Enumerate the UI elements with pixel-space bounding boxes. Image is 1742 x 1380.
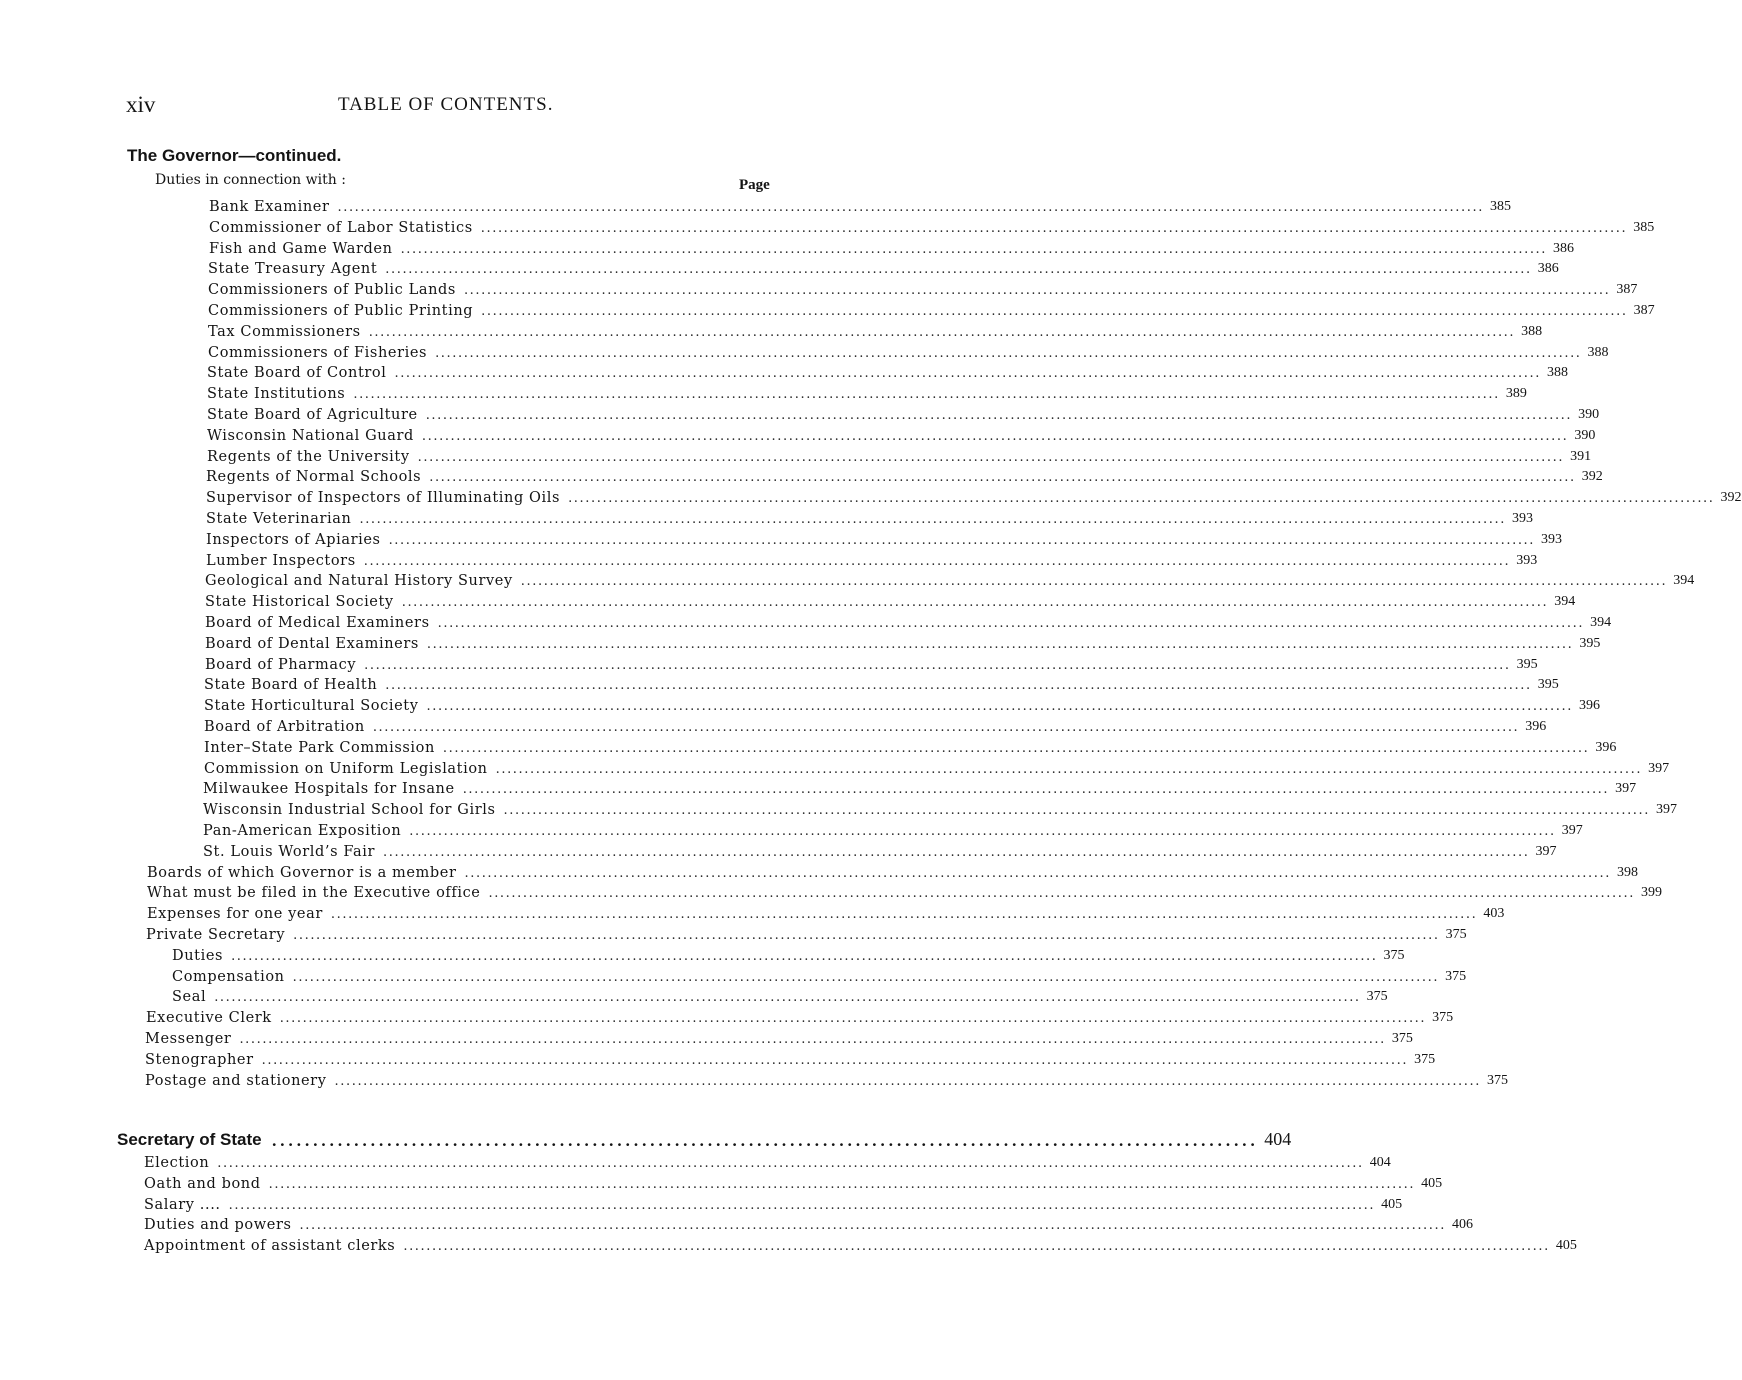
toc-entry: [205, 633, 1601, 653]
entry-label: Regents of the University: [207, 449, 410, 465]
entry-page-number: 398: [1616, 865, 1638, 880]
entry-page-number: 375: [1414, 1052, 1436, 1067]
dot-leader: ........................................................................................................................................................................................................: [463, 283, 1611, 298]
entry-label: Regents of Normal Schools: [206, 469, 422, 485]
toc-entry: [146, 924, 1467, 944]
toc-entry: [204, 695, 1600, 715]
dot-leader: ........................................................................................................................................................................................................: [279, 1011, 1427, 1026]
entry-page-number: 395: [1579, 636, 1601, 651]
entry-label: Expenses for one year: [147, 906, 323, 922]
dot-leader: ........................................................................................................................................................................................................: [495, 762, 1643, 777]
dot-leader: ........................................................................................................................................................................................................: [426, 637, 1574, 652]
dot-leader: ........................................................................................................................................................................................................: [261, 1053, 1409, 1068]
toc-entry: [206, 508, 1533, 528]
entry-page-number: 393: [1511, 511, 1533, 526]
entry-page-number: 385: [1633, 220, 1655, 235]
entry-page-number: 375: [1486, 1073, 1508, 1088]
entry-label: Milwaukee Hospitals for Insane: [203, 781, 455, 797]
entry-page-number: 397: [1615, 781, 1637, 796]
entry-page-number: 399: [1640, 885, 1662, 900]
dot-leader: ........................................................................................................................................................................................................: [417, 450, 1565, 465]
toc-entry: [144, 1214, 1473, 1234]
entry-label: Seal: [172, 989, 207, 1005]
entry-label: Commission on Uniform Legislation: [204, 761, 488, 777]
dot-leader: ........................................................................................................................................................................................................: [568, 491, 1715, 506]
entry-label: Inter–State Park Commission: [204, 740, 435, 756]
entry-page-number: 405: [1381, 1197, 1403, 1212]
entry-page-number: 394: [1673, 573, 1695, 588]
toc-entry: [203, 778, 1637, 798]
entry-label: Board of Arbitration: [204, 719, 365, 735]
toc-entry: [208, 279, 1638, 299]
dot-leader: ........................................................................................................................................................................................................: [293, 928, 1440, 943]
dot-leader: ........................................................................................................................................................................................................: [435, 346, 1582, 361]
entry-page-number: 396: [1595, 740, 1617, 755]
entry-label: Board of Dental Examiners: [205, 636, 419, 652]
page-header: [0, 92, 862, 122]
entry-label: Board of Medical Examiners: [205, 615, 430, 631]
dot-leader: ........................................................................................................................................................................................................: [401, 595, 1549, 610]
entry-page-number: 395: [1537, 677, 1559, 692]
entry-page-number: 394: [1590, 615, 1612, 630]
entry-page-number: 405: [1555, 1238, 1577, 1253]
dot-leader: ........................................................................................................................................................................................................: [464, 866, 1611, 881]
toc-entry: [207, 446, 1592, 466]
dot-leader: ........................................................................................................................................................................................................: [337, 200, 1484, 215]
entry-page-number: 387: [1633, 303, 1655, 318]
entry-page-number: 392: [1720, 490, 1742, 505]
entry-label: Wisconsin National Guard: [207, 428, 414, 444]
entry-label: State Institutions: [207, 386, 346, 402]
toc-entry: [208, 342, 1609, 362]
dot-leader: ........................................................................................................................................................................................................: [330, 907, 1478, 922]
entry-label: Fish and Game Warden: [209, 241, 393, 257]
dot-leader: ........................................................................................................................................................................................................: [480, 221, 1628, 236]
dot-leader: ........................................................................................................................................................................................................: [385, 262, 1532, 277]
toc-entry: [204, 674, 1559, 694]
toc-entry: [206, 529, 1563, 549]
dot-leader: ........................................................................................................................................................................................................: [372, 720, 1520, 735]
toc-entry: [205, 654, 1538, 674]
entry-label: What must be filed in the Executive office: [147, 885, 481, 901]
entry-page-number: 391: [1570, 449, 1592, 464]
dot-leader: ........................................................................................................................................................................................................: [353, 387, 1500, 402]
entry-label: St. Louis World’s Fair: [203, 844, 376, 860]
entry-label: Oath and bond: [144, 1176, 261, 1192]
entry-label: State Board of Health: [204, 677, 378, 693]
entry-page-number: 396: [1578, 698, 1600, 713]
dot-leader: ........................................................................................................................................................................................................: [426, 699, 1573, 714]
dot-leader: ........................................................................................................................................................................................................: [442, 741, 1590, 756]
entry-label: Private Secretary: [146, 927, 286, 943]
toc-entry: [208, 321, 1543, 341]
entry-page-number: 397: [1535, 844, 1557, 859]
page-column-label: Page: [739, 177, 770, 193]
entry-label: Commissioners of Public Printing: [208, 303, 474, 319]
toc-entry: [145, 1049, 1436, 1069]
entry-label: Tax Commissioners: [208, 324, 361, 340]
entry-label: Salary ....: [144, 1197, 221, 1213]
entry-page-number: 397: [1648, 761, 1670, 776]
toc-entry: [207, 362, 1568, 382]
toc-entry: [209, 238, 1575, 258]
toc-entry: [145, 1070, 1508, 1090]
entry-label: Wisconsin Industrial School for Girls: [203, 802, 496, 818]
dot-leader: ........................................................................................................................................................................................................: [228, 1198, 1376, 1213]
toc-entry: [206, 487, 1742, 507]
page-number: xiv: [126, 92, 156, 117]
dot-leader: ........................................................................................................................................................................................................: [239, 1032, 1386, 1047]
entry-page-number: 375: [1445, 927, 1467, 942]
entry-page-number: 388: [1587, 345, 1609, 360]
dot-leader: ........................................................................................................................................................................................................: [299, 1218, 1446, 1233]
entry-label: Supervisor of Inspectors of Illuminating Oils: [206, 490, 561, 506]
toc-entry: [206, 550, 1538, 570]
entry-page-number: 406: [1451, 1217, 1473, 1232]
dot-leader: ........................................................................................................................................................................................................: [488, 886, 1635, 901]
duties-subheading: Duties in connection with :: [155, 172, 346, 188]
entry-page-number: 390: [1574, 428, 1596, 443]
entry-label: Stenographer: [145, 1052, 254, 1068]
running-title: TABLE OF CONTENTS.: [338, 94, 554, 115]
dot-leader: ........................................................................................................................................................................................................: [421, 429, 1569, 444]
toc-entry: [172, 966, 1467, 986]
entry-page-number: 375: [1366, 989, 1388, 1004]
entry-page-number: 385: [1489, 199, 1511, 214]
entry-page-number: 386: [1553, 241, 1575, 256]
toc-entry: [145, 1028, 1413, 1048]
toc-entry: [205, 570, 1695, 590]
entry-label: State Treasury Agent: [208, 261, 378, 277]
entry-page-number: 403: [1483, 906, 1505, 921]
entry-label: Board of Pharmacy: [205, 657, 357, 673]
entry-label: Geological and Natural History Survey: [205, 573, 513, 589]
toc-entry: [207, 404, 1600, 424]
entry-label: Duties: [172, 948, 224, 964]
dot-leader: ........................................................................................................................................................................................................: [388, 533, 1536, 548]
entry-label: Commissioners of Fisheries: [208, 345, 428, 361]
toc-entry: [209, 217, 1655, 237]
entry-page-number: 394: [1554, 594, 1576, 609]
dot-leader: ........................................................................................................................................................................................................: [359, 512, 1506, 527]
dot-leader: ........................................................................................................................................................................................................: [503, 803, 1650, 818]
entry-page-number: 393: [1516, 553, 1538, 568]
entry-label: Commissioners of Public Lands: [208, 282, 456, 298]
dot-leader: ........................................................................................................................: [271, 1132, 1259, 1150]
toc-entry: [144, 1173, 1443, 1193]
dot-leader: ........................................................................................................................................................................................................: [437, 616, 1585, 631]
toc-entry: [147, 903, 1505, 923]
entry-page-number: 387: [1616, 282, 1638, 297]
dot-leader: ........................................................................................................................................................................................................: [462, 782, 1610, 797]
toc-entry: [208, 300, 1655, 320]
toc-entry: [204, 758, 1670, 778]
entry-label: Compensation: [172, 969, 285, 985]
toc-entry: [203, 799, 1677, 819]
entry-label: Inspectors of Apiaries: [206, 532, 381, 548]
toc-entry: [144, 1152, 1391, 1172]
toc-entry: [207, 383, 1527, 403]
dot-leader: ........................................................................................................................................................................................................: [363, 554, 1511, 569]
toc-entry: [204, 716, 1547, 736]
entry-label: Boards of which Governor is a member: [147, 865, 457, 881]
dot-leader: ........................................................................................................................................................................................................: [400, 242, 1548, 257]
entry-label: State Historical Society: [205, 594, 394, 610]
toc-entry: [205, 612, 1612, 632]
dot-leader: ........................................................................................................................................................................................................: [217, 1156, 1364, 1171]
entry-label: Postage and stationery: [145, 1073, 327, 1089]
toc-entry: [172, 986, 1388, 1006]
dot-leader: ........................................................................................................................................................................................................: [425, 408, 1573, 423]
dot-leader: ........................................................................................................................................................................................................: [429, 470, 1576, 485]
dot-leader: ........................................................................................................................................................................................................: [520, 574, 1668, 589]
entry-page-number: 388: [1521, 324, 1543, 339]
entry-page-number: 389: [1505, 386, 1527, 401]
entry-label: Commissioner of Labor Statistics: [209, 220, 473, 236]
dot-leader: ........................................................................................................................................................................................................: [334, 1074, 1481, 1089]
toc-entry: [206, 466, 1603, 486]
dot-leader: ........................................................................................................................................................................................................: [403, 1239, 1550, 1254]
entry-page-number: 393: [1541, 532, 1563, 547]
entry-label: Appointment of assistant clerks: [144, 1238, 396, 1254]
entry-label: Bank Examiner: [209, 199, 330, 215]
dot-leader: ........................................................................................................................................................................................................: [292, 970, 1440, 985]
entry-page-number: 396: [1525, 719, 1547, 734]
entry-page-number: 386: [1537, 261, 1559, 276]
dot-leader: ........................................................................................................................................................................................................: [231, 949, 1378, 964]
toc-entry: [146, 1007, 1454, 1027]
dot-leader: ........................................................................................................................................................................................................: [409, 824, 1556, 839]
toc-entry: [209, 196, 1511, 216]
dot-leader: ........................................................................................................................................................................................................: [481, 304, 1628, 319]
entry-page-number: 392: [1581, 469, 1603, 484]
toc-entry: [203, 820, 1583, 840]
dot-leader: ........................................................................................................................................................................................................: [364, 658, 1511, 673]
entry-page-number: 375: [1432, 1010, 1454, 1025]
toc-entry: [205, 591, 1576, 611]
entry-page-number: 397: [1656, 802, 1677, 817]
toc-entry: [144, 1194, 1403, 1214]
toc-entry: [207, 425, 1596, 445]
dot-leader: ........................................................................................................................................................................................................: [385, 678, 1532, 693]
entry-page-number: 375: [1383, 948, 1405, 963]
toc-entry: [147, 862, 1638, 882]
entry-label: Election: [144, 1155, 210, 1171]
entry-label: Pan-American Exposition: [203, 823, 402, 839]
toc-entry: [144, 1235, 1577, 1255]
dot-leader: ........................................................................................................................................................................................................: [214, 990, 1361, 1005]
dot-leader: ........................................................................................................................................................................................................: [394, 366, 1541, 381]
toc-entry: [203, 841, 1557, 861]
entry-page-number: 375: [1445, 969, 1467, 984]
entry-page-number: 390: [1578, 407, 1600, 422]
entry-label: State Horticultural Society: [204, 698, 419, 714]
dot-leader: ........................................................................................................................................................................................................: [368, 325, 1516, 340]
entry-label: State Board of Control: [207, 365, 387, 381]
entry-page-number: 395: [1516, 657, 1538, 672]
entry-page-number: 375: [1391, 1031, 1413, 1046]
toc-entry: [208, 258, 1559, 278]
entry-page-number: 397: [1561, 823, 1583, 838]
toc-entry: [204, 737, 1617, 757]
entry-label: Executive Clerk: [146, 1010, 272, 1026]
entry-label: Duties and powers: [144, 1217, 292, 1233]
secretary-section-title: Secretary of State: [117, 1130, 262, 1149]
entry-page-number: 405: [1421, 1176, 1443, 1191]
entry-label: Messenger: [145, 1031, 232, 1047]
entry-label: State Board of Agriculture: [207, 407, 418, 423]
entry-label: Lumber Inspectors: [206, 553, 356, 569]
secretary-section-page: 404: [1264, 1129, 1292, 1149]
toc-entry: [172, 945, 1405, 965]
dot-leader: ........................................................................................................................................................................................................: [268, 1177, 1416, 1192]
entry-page-number: 404: [1369, 1155, 1391, 1170]
dot-leader: ........................................................................................................................................................................................................: [383, 845, 1530, 860]
entry-label: State Veterinarian: [206, 511, 352, 527]
toc-entry: [147, 882, 1662, 902]
entry-page-number: 388: [1546, 365, 1568, 380]
secretary-section-title-row: [117, 1126, 1292, 1150]
governor-section-title: The Governor—continued.: [127, 146, 342, 165]
